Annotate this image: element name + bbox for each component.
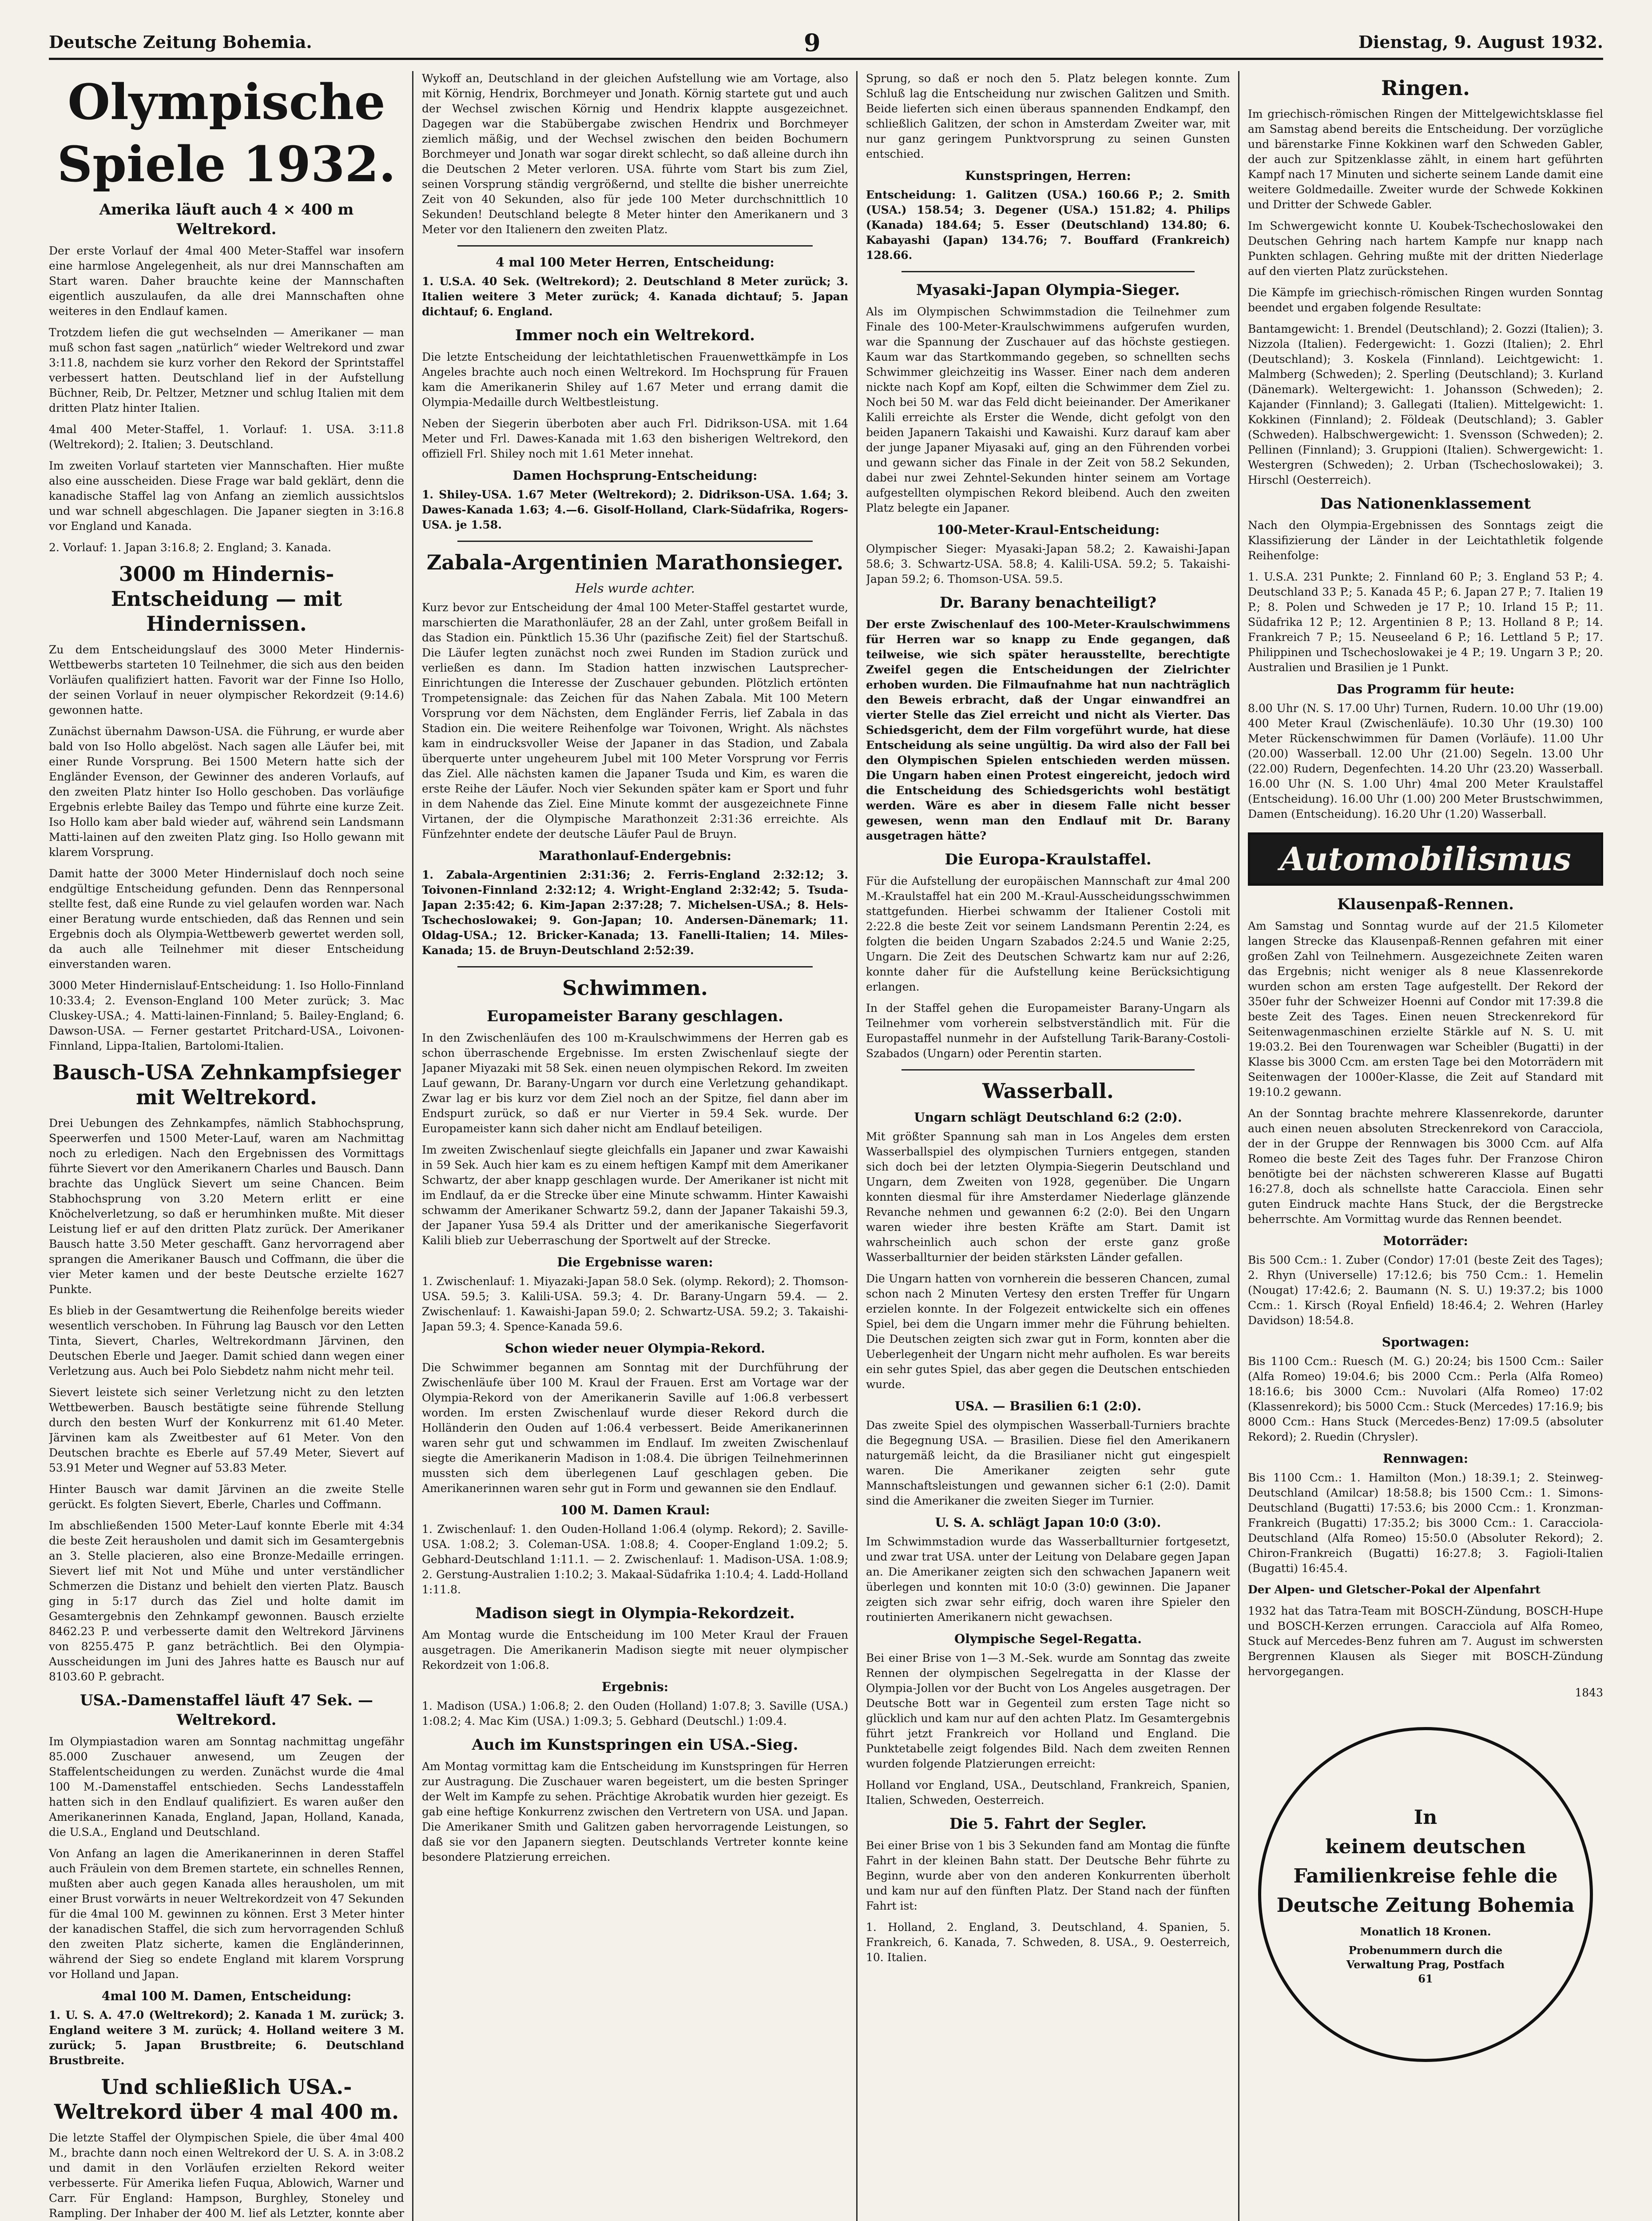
article-paragraph: Am Montag wurde die Entscheidung im 100 Meter Kraul der Frauen ausgetragen. Die Amerikanerin Madison siegte mit neuer olympischer Rekordzeit von 1:06.8. <box>422 1628 848 1672</box>
ad-address: Probenummern durch die Verwaltung Prag, Postfach 61 <box>1346 1944 1505 1985</box>
article-paragraph: Im griechisch-römischen Ringen der Mittelgewichtsklasse fiel am Samstag abend bereits die Entscheidung. Der vorzügliche und bärenstarke Finne Kokkinen warf den Schweden Gabler, der auch zur Spitzenklasse zählt, in einem hart geführten Kampf nach 17 Minuten und sicherte seinem Lande damit eine weitere Goldmedaille. Zweiter wurde der Schwede Kokkinen und Dritter der Schwede Gabler. <box>1248 107 1603 211</box>
article-paragraph: Für die Aufstellung der europäischen Mannschaft zur 4mal 200 M.-Kraulstaffel hat ein 200 M.-Kraul-Ausscheidungsschwimmen stattgefunden. Hierbei schwamm der Italiener Costoli mit 2:22.8 die beste Zeit vor seinem Landsmann Perentin 2:24, es folgten die beiden Ungarn Szabados 2:24.5 und Wanie 2:25, Ungarn. Die Zeit des Deutschen Schwartz kam nur auf 2:26, konnte daher für die Aufstellung keine Berücksichtigung erlangen. <box>866 875 1230 993</box>
result-line: 1. U.S.A. 231 Punkte; 2. Finnland 60 P.; 3. England 53 P.; 4. Deutschland 33 P.; 5. Kanada 45 P.; 6. Japan 27 P.; 7. Italien 19 P.; 8. Polen und Schweden je 17 P.; 10. Irland 15 P.; 11. Südafrika 12 P.; 12. Argentinien 8 P.; 13. Holland 8 P.; 14. Frankreich 7 P.; 15. Neuseeland 6 P.; 16. Lettland 5 P.; 17. Philippinen und Tschechoslowakei je 4 P.; 19. Ungarn 3 P.; 20. Australien und Brasilien je 1 Punkt. <box>1248 570 1603 674</box>
article-paragraph: Im zweiten Zwischenlauf siegte gleichfalls ein Japaner und zwar Kawaishi in 59 Sek. Auch hier kam es zu einem heftigen Kampf mit dem Amerikaner Schwartz, der aber knapp geschlagen wurde. Der Amerikaner ist nicht mit im Endlauf, da er die Strecke über eine Minute schwamm. Hinter Kawaishi schwamm der Amerikaner Schwartz 59.2, dann der Japaner Takaishi 59.3, der Japaner Yusa 59.4 als Dritter und der amerikanische Siegerfavorit Kalili blieb zur Ueberraschung der Sportwelt auf der Strecke. <box>422 1143 848 1247</box>
article-paragraph: Der erste Vorlauf der 4mal 400 Meter-Staffel war insofern eine harmlose Angelegenheit, als nur drei Mannschaften am Start waren. Daher brauchte keine der Mannschaften eigentlich auszulaufen, da alle drei Mannschaften ohne weiteres in den Endlauf kamen. <box>49 244 404 318</box>
article-paragraph: Am Montag vormittag kam die Entscheidung im Kunstspringen für Herren zur Austragung. Die Zuschauer waren begeistert, um die besten Springer der Welt im Kampfe zu sehen. Prächtige Akrobatik wurden hier gezeigt. Es gab eine heftige Konkurrenz zwischen den Vertretern von USA. und Japan. Die Amerikaner Smith und Galitzen gaben hervorragende Leistungen, so daß sie vor den Japanern siegten. Deutschlands Vertreter konnte keine besondere Platzierung erreichen. <box>422 1760 848 1863</box>
result-line: 1. U.S.A. 40 Sek. (Weltrekord); 2. Deutschland 8 Meter zurück; 3. Italien weitere 3 Meter zurück; 4. Kanada dichtauf; 5. Japan dichtauf; 6. England. <box>422 275 848 318</box>
result-line: Bantamgewicht: 1. Brendel (Deutschland); 2. Gozzi (Italien); 3. Nizzola (Italien). Federgewicht: 1. Gozzi (Italien); 2. Ehrl (Deutschland); 3. Koskela (Finnland). Leichtgewicht: 1. Malmberg (Schweden); 2. Sperling (Deutschland); 3. Kurland (Dänemark). Weltergewicht: 1. Johansson (Schweden); 2. Kajander (Finnland); 3. Gallegati (Italien). Mittelgewicht: 1. Kokkinen (Finnland); 2. Földeak (Deutschland); 3. Gabler (Schweden). Halbschwergewicht: 1. Svensson (Schweden); 2. Pellinen (Finnland); 3. Gruppioni (Italien). Schwergewicht: 1. Westergren (Schweden); 2. Urban (Tschechoslowakei); 3. Hirschl (Oesterreich). <box>1248 322 1603 486</box>
article-heading: Dr. Barany benachteiligt? <box>939 594 1157 612</box>
section-heading: Ringen. <box>1381 76 1470 100</box>
article-paragraph: Die letzte Staffel der Olympischen Spiele, die über 4mal 400 M., brachte dann noch einen Weltrekord der U. S. A. in 3:08.2 und damit in den Vorläufen erzielten Rekord weiter verbesserte. Für Amerika liefen Fuqua, Ablowich, Warner und Carr. Für England: Hampson, Burghley, Stoneley und Rampling. Der Inhaber der 400 M. lief als Letzter, konnte aber <box>49 2131 404 2220</box>
article-paragraph: Die letzte Entscheidung der leichtathletischen Frauenwettkämpfe in Los Angeles brachte auch noch einen Weltrekord. Im Hochsprung für Frauen kam die Amerikanerin Shiley auf 1.67 Meter und errang damit die Olympia-Medaille durch Weltbestleistung. <box>422 350 848 409</box>
date-line: Dienstag, 9. August 1932. <box>1358 32 1603 52</box>
result-heading: Damen Hochsprung-Entscheidung: <box>512 468 758 483</box>
divider <box>901 1069 1195 1071</box>
article-paragraph: Der erste Zwischenlauf des 100-Meter-Kraulschwimmens für Herren war so knapp zu Ende gegangen, daß teilweise, wie sich später herausstellte, berechtigte Zweifel gegen die Entscheidungen der Zielrichter erhoben wurden. Die Filmaufnahme hat nun nachträglich den Beweis erbracht, daß der Ungar einwandfrei an vierter Stelle das Ziel erreicht und nicht als Vierter. Das Schiedsgericht, dem der Film vorgeführt wurde, hat diese Entscheidung als seine ungültig. Da wird also der Fall bei den Olympischen Spielen entschieden werden müssen. Die Ungarn haben einen Protest eingereicht, jedoch wird die Entscheidung des Schiedsgerichts wohl bestätigt werden. Wäre es aber in diesem Falle nicht besser gewesen, wenn man den Endlauf mit Dr. Barany ausgetragen hätte? <box>866 618 1230 842</box>
column-rule <box>856 71 858 2221</box>
ad-price: Monatlich 18 Kronen. <box>1360 1925 1491 1938</box>
article-paragraph: Es blieb in der Gesamtwertung die Reihenfolge bereits wieder wesentlich verschoben. In Führung lag Bausch vor den Letten Tinta, Sievert, Charles, Weltrekordmann Järvinen, den Deutschen Eberle und Jaeger. Damit schied dann wegen einer Verletzung aus. Auch bei Polo Siebdetz nahm nicht mehr teil. <box>49 1304 404 1377</box>
article-paragraph: Hinter Bausch war damit Järvinen an die zweite Stelle gerückt. Es folgten Sievert, Eberle, Charles und Coffmann. <box>49 1483 404 1511</box>
article-heading: Amerika läuft auch 4 × 400 m Weltrekord. <box>99 201 354 238</box>
article-paragraph: Kurz bevor zur Entscheidung der 4mal 100 Meter-Staffel gestartet wurde, marschierten die Marathonläufer, 28 an der Zahl, unter großem Beifall in das Stadion ein. Pünktlich 15.36 Uhr (pazifische Zeit) fiel der Startschuß. Die Läufer legten zunächst noch zwei Runden im Stadion zurück und verließen es dann. Im Stadion hatten inzwischen Lautsprecher-Einrichtungen die Interesse der Zuschauer gebunden. Plötzlich ertönten Trompetensignale: das Zeichen für das Nahen Zabala. Mit 100 Metern Vorsprung vor dem Nächsten, dem Engländer Ferris, lief Zabala in das Stadion ein. Die weitere Reihenfolge war Toivonen, Wright. Als nächstes kam in eindrucksvoller Weise der Japaner in das Stadion, und Zabala überquerte unter ungeheurem Jubel mit 100 Meter Vorsprung vor Ferris das Ziel. Alle nächsten kamen die Japaner Tsuda und Kim, es waren die erste Reihe der Läufer. Noch vier Sekunden später kam er Sport und fuhr in dem Nahende das Ziel. Eine Minute kommt der ausgezeichnete Finne Virtanen, der die Olympische Marathonzeit 2:31:36 erreichte. Als Fünfzehnter endete der deutsche Läufer Paul de Bruyn. <box>422 601 848 840</box>
article-heading: Madison siegt in Olympia-Rekordzeit. <box>475 1604 795 1622</box>
article-heading: Olympische Segel-Regatta. <box>954 1632 1142 1646</box>
article-paragraph: Bei einer Brise von 1 bis 3 Sekunden fand am Montag die fünfte Fahrt in der kleinen Bahn statt. Der Deutsche Behr führte zu Beginn, wurde aber von den anderen Konkurrenten überholt und kam nur auf den fünften Platz. Der Stand nach der fünften Fahrt ist: <box>866 1839 1230 1912</box>
result-line: 1. Zwischenlauf: 1. den Ouden-Holland 1:06.4 (olymp. Rekord); 2. Saville-USA. 1:08.2; 3. Coleman-USA. 1:08.8; 4. Cooper-England 1:09.2; 5. Gebhard-Deutschland 1:11.1. — 2. Zwischenlauf: 1. Madison-USA. 1:08.9; 2. Gerstung-Australien 1:10.2; 3. Makaal-Südafrika 1:10.4; 4. Ladd-Holland 1:11.8. <box>422 1523 848 1596</box>
article-heading: Bausch-USA Zehnkampfsieger mit Weltrekord. <box>52 1060 401 1109</box>
article-heading: USA. — Brasilien 6:1 (2:0). <box>954 1399 1142 1413</box>
page-number: 9 <box>804 28 821 57</box>
column-rule <box>412 71 413 2221</box>
article-heading: Klausenpaß-Rennen. <box>1337 896 1514 913</box>
result-heading: Die Ergebnisse waren: <box>557 1255 713 1270</box>
article-paragraph: 1932 hat das Tatra-Team mit BOSCH-Zündung, BOSCH-Hupe und BOSCH-Kerzen errungen. Caracciola auf Alfa Romeo, Stuck auf Mercedes-Benz fuhren am 7. August im schwersten Bergrennen Klausen als Sieger mit BOSCH-Zündung hervorgegangen. <box>1248 1604 1603 1678</box>
section-heading: Schwimmen. <box>562 976 708 1000</box>
article-heading: Auch im Kunstspringen ein USA.-Sieg. <box>472 1736 798 1754</box>
article-paragraph: Als im Olympischen Schwimmstadion die Teilnehmer zum Finale des 100-Meter-Kraulschwimmens aufgerufen wurden, war die Spannung der Zuschauer auf das höchste gestiegen. Kaum war das Startkommando gegeben, so schnellten sechs Schwimmer gleichzeitig ins Wasser. Einer nach dem anderen nickte nach Kopf am Kopf, eilten die Schwimmer dem Ziel zu. Noch bei 50 M. war das Feld dicht beieinander. Der Amerikaner Kalili erreichte als Erster die Wende, dicht gefolgt von den beiden Japanern Takaishi und Kawaishi. Kurz darauf kam aber der junge Japaner Miyasaki auf, ging an den Führenden vorbei und gewann sicher das Finale in der Zeit von 58.2 Sekunden, dabei nur zwei Zehntel-Sekunden hinter seinem am Vortage aufgestellten olympischen Rekord bleibend. Auch den zweiten Platz belegte ein Japaner. <box>866 305 1230 514</box>
article-paragraph: Mit größter Spannung sah man in Los Angeles dem ersten Wasserballspiel des olympischen Turniers entgegen, standen sich doch bei der letzten Olympia-Siegerin Deutschland und Ungarn, dem Zweiten von 1928, gegenüber. Die Ungarn konnten diesmal für ihre Amsterdamer Niederlage glänzende Revanche nehmen und gewannen 6:2 (2:0). Bei den Ungarn waren wieder ihre besten Kräfte am Start. Damit ist wahrscheinlich auch schon der erste ganz große Wasserballturnier der beiden stärksten Länder gefallen. <box>866 1130 1230 1264</box>
result-heading: 100-Meter-Kraul-Entscheidung: <box>936 522 1160 537</box>
article-heading: Europameister Barany geschlagen. <box>487 1007 783 1025</box>
divider <box>457 966 813 967</box>
result-line: Entscheidung: 1. Galitzen (USA.) 160.66 P.; 2. Smith (USA.) 158.54; 3. Degener (USA.) 151.82; 4. Philips (Kanada) 184.64; 5. Esser (Deutschland) 134.80; 6. Kabayashi (Japan) 134.76; 7. Bouffard (Frankreich) 128.66. <box>866 188 1230 262</box>
ad-line: In <box>1414 1806 1438 1829</box>
column-2 <box>422 71 848 2221</box>
result-line: 1. Shiley-USA. 1.67 Meter (Weltrekord); 2. Didrikson-USA. 1.64; 3. Dawes-Kanada 1.63; 4.—6. Gisolf-Holland, Clark-Südafrika, Rogers-USA. je 1.58. <box>422 488 848 531</box>
article-subheading: Hels wurde achter. <box>575 581 695 596</box>
article-paragraph: Zunächst übernahm Dawson-USA. die Führung, er wurde aber bald von Iso Hollo abgelöst. Nach sagen alle Läufer bei, mit einer Runde Vorsprung. Bei 1500 Metern hatte sich der Engländer Evenson, der Gewinner des anderen Vorlaufs, auf den zweiten Platz hinter Iso Hollo geschoben. Das vorläufige Ergebnis erlebte Bailey das Tempo und führte eine kurze Zeit. Iso Hollo kam aber bald wieder auf, während sein Landsmann Matti-lainen auf den zweiten Platz ging. Iso Hollo gewann mit klarem Vorsprung. <box>49 725 404 859</box>
divider <box>901 271 1195 272</box>
article-paragraph: Das zweite Spiel des olympischen Wasserball-Turniers brachte die Begegnung USA. — Brasilien. Diese fiel den Amerikanern naturgemäß leicht, da die Brasilianer nicht gut eingespielt waren. Die Amerikaner zeigten sehr gute Mannschaftsleistungen und gewannen sicher 6:1 (2:0). Damit sind die Amerikaner die zweiten Sieger im Turnier. <box>866 1419 1230 1507</box>
article-paragraph: Nach den Olympia-Ergebnissen des Sonntags zeigt die Klassifizierung der Länder in der Leichtathletik folgende Reihenfolge: <box>1248 519 1603 562</box>
article-paragraph: Sievert leistete sich seiner Verletzung nicht zu den letzten Wettbewerben. Bausch bestätigte seine führende Stellung durch den besten Wurf der Konkurrenz mit 61.40 Meter. Järvinen kam als Zweitbester auf 61 Meter. Von den Deutschen brachte es Eberle auf 57.49 Meter, Sievert auf 53.91 Meter und Wegner auf 53.83 Meter. <box>49 1386 404 1474</box>
article-paragraph: Von Anfang an lagen die Amerikanerinnen in deren Staffel auch Fräulein von dem Bremen startete, ein schnelles Rennen, mußten aber auch gegen Kanada alles herausholen, um mit einer Brust vorwärts in neuer Weltrekordzeit von 47 Sekunden für die 4mal 100 M. gewinnen zu können. Erst 3 Meter hinter der kanadischen Staffel, die sich zum hervorragenden Schluß den zweiten Platz sicherte, kamen die Engländerinnen, während der Sieg so endete England mit klarem Vorsprung vor Holland und Japan. <box>49 1847 404 1981</box>
article-heading: U. S. A. schlägt Japan 10:0 (3:0). <box>935 1515 1161 1530</box>
result-heading: Sportwagen: <box>1382 1335 1469 1349</box>
article-heading: Myasaki-Japan Olympia-Sieger. <box>916 281 1180 299</box>
result-line: 1. Holland, 2. England, 3. Deutschland, 4. Spanien, 5. Frankreich, 6. Kanada, 7. Schweden, 8. USA., 9. Oesterreich, 10. Italien. <box>866 1921 1230 1964</box>
result-line: 4mal 400 Meter-Staffel, 1. Vorlauf: 1. USA. 3:11.8 (Weltrekord); 2. Italien; 3. Deutschland. <box>49 423 404 451</box>
article-heading: Die 5. Fahrt der Segler. <box>949 1815 1147 1833</box>
subscription-advertisement <box>1258 1727 1593 2062</box>
column-4 <box>1248 71 1603 2221</box>
article-paragraph: Bei einer Brise von 1—3 M.-Sek. wurde am Sonntag das zweite Rennen der olympischen Segelregatta in der Klasse der Olympia-Jollen vor der Bucht von Los Angeles ausgetragen. Der Deutsche Bott war in Gegenteil zum ersten Tage nicht so glücklich und kam nur auf den achten Platz. Im Gesamtergebnis führt jetzt Frankreich vor Holland und England. Die Punktetabelle zeigt folgendes Bild. Nach dem zweiten Rennen wurden folgende Platzierungen erreicht: <box>866 1652 1230 1770</box>
result-line: 1. Zwischenlauf: 1. Miyazaki-Japan 58.0 Sek. (olymp. Rekord); 2. Thomson-USA. 59.5; 3. Kalili-USA. 59.3; 4. Dr. Barany-Ungarn 59.4. — 2. Zwischenlauf: 1. Kawaishi-Japan 59.0; 2. Schwartz-USA. 59.2; 3. Takaishi-Japan 59.3; 4. Spence-Kanada 59.6. <box>422 1275 848 1333</box>
divider <box>457 541 813 542</box>
result-line: 1. Madison (USA.) 1:06.8; 2. den Ouden (Holland) 1:07.8; 3. Saville (USA.) 1:08.2; 4. Mac Kim (USA.) 1:09.3; 5. Gebhard (Deutschl.) 1:09.4. <box>422 1700 848 1727</box>
ad-number: 1843 <box>1575 1686 1603 1699</box>
article-paragraph: Zu dem Entscheidungslauf des 3000 Meter Hindernis-Wettbewerbs starteten 10 Teilnehmer, die sich aus den beiden Vorläufen qualifiziert hatten. Favorit war der Finne Iso Hollo, der seinen Vorlauf in neuer olympischer Rekordzeit (9:14.6) gewonnen hatte. <box>49 643 404 716</box>
result-line: Bis 1100 Ccm.: Ruesch (M. G.) 20:24; bis 1500 Ccm.: Sailer (Alfa Romeo) 19:04.6; bis 2000 Ccm.: Perla (Alfa Romeo) 18:16.6; bis 3000 Ccm.: Nuvolari (Alfa Romeo) 17:02 (Klassenrekord); bis 5000 Ccm.: Stuck (Mercedes) 17:16.9; bis 8000 Ccm.: Hans Stuck (Mercedes-Benz) 17:09.5 (absoluter Rekord); 2. Ruedin (Chrysler). <box>1248 1355 1603 1443</box>
article-heading: Immer noch ein Weltrekord. <box>515 326 755 344</box>
article-paragraph: In der Staffel gehen die Europameister Barany-Ungarn als Teilnehmer vom vorherein selbstverständlich mit. Für die Europastaffel nunmehr in der Aufstellung Tarik-Barany-Costoli-Szabados (Ungarn) oder Perentin starten. <box>866 1002 1230 1060</box>
section-banner: Automobilismus <box>1248 832 1603 886</box>
column-1 <box>49 71 404 2221</box>
article-paragraph: Im abschließenden 1500 Meter-Lauf konnte Eberle mit 4:34 die beste Zeit herausholen und damit sich im Gesamtergebnis an 3. Stelle placieren, also eine Bronze-Medaille erringen. Sievert lief mit Not und Mühe und unter verständlicher Schmerzen die Distanz und behielt den vierten Platz. Bausch ging in 5:17 durch das Ziel und holte damit im Gesamtergebnis den Zehnkampf gewonnen. Bausch erzielte 8462.23 P. und verbesserte damit den Weltrekord Järvinens von 8255.475 P. ganz beträchtlich. Bei den Olympia-Ausscheidungen im Juni des Jahres hatte es Bausch nur auf 8103.60 P. gebracht. <box>49 1519 404 1683</box>
result-heading: 4 mal 100 Meter Herren, Entscheidung: <box>496 255 774 270</box>
article-heading: Die Europa-Kraulstaffel. <box>945 851 1152 868</box>
column-3 <box>866 71 1230 2221</box>
result-heading: Ergebnis: <box>601 1680 669 1694</box>
article-heading: 3000 m Hindernis-Entscheidung — mit Hindernissen. <box>111 562 342 636</box>
article-paragraph: Im zweiten Vorlauf starteten vier Mannschaften. Hier mußte also eine ausscheiden. Diese Frage war bald geklärt, denn die kanadische Staffel lag von Anfang an ziemlich aussichtslos und war schnell abgeschlagen. Die Japaner siegten in 3:16.8 vor England und Kanada. <box>49 459 404 533</box>
article-paragraph: Damit hatte der 3000 Meter Hindernislauf doch noch seine endgültige Entscheidung gefunden. Denn das Rennpersonal stellte fest, daß eine Runde zu viel gelaufen worden war. Nach einer Beratung wurde entschieden, daß das Rennen und sein Ergebnis doch als Olympia-Wettbewerb gewertet werden soll, da auch alle Teilnehmer mit dieser Entscheidung einverstanden waren. <box>49 867 404 971</box>
result-heading: Kunstspringen, Herren: <box>965 168 1131 183</box>
section-heading: Wasserball. <box>982 1079 1114 1103</box>
article-paragraph: Im Schwergewicht konnte U. Koubek-Tschechoslowakei den Deutschen Gehring nach hartem Kampfe nur knapp nach Punkten schlagen. Gehring mußte mit der dritten Niederlage auf den vierten Platz zurückstehen. <box>1248 219 1603 278</box>
article-heading: Das Programm für heute: <box>1336 682 1515 697</box>
result-heading: Motorräder: <box>1383 1234 1468 1248</box>
result-line: Olympischer Sieger: Myasaki-Japan 58.2; 2. Kawaishi-Japan 58.6; 3. Schwartz-USA. 58.8; 4. Kalili-USA. 59.2; 5. Takaishi-Japan 59.2; 6. Thomson-USA. 59.5. <box>866 542 1230 585</box>
result-line: 1. Zabala-Argentinien 2:31:36; 2. Ferris-England 2:32:12; 3. Toivonen-Finnland 2:32:12; 4. Wright-England 2:32:42; 5. Tsuda-Japan 2:35:42; 6. Kim-Japan 2:37:28; 7. Michelsen-USA.; 8. Hels-Tschechoslowakei; 9. Gon-Japan; 10. Andersen-Dänemark; 11. Oldag-USA.; 12. Bricker-Kanada; 13. Fanelli-Italien; 14. Miles-Kanada; 15. de Bruyn-Deutschland 2:52:39. <box>422 868 848 957</box>
article-heading: Das Nationenklassement <box>1320 495 1531 513</box>
result-heading: 100 M. Damen Kraul: <box>560 1503 710 1517</box>
article-paragraph: Der Alpen- und Gletscher-Pokal der Alpenfahrt <box>1248 1583 1541 1596</box>
running-header <box>49 27 1603 60</box>
article-paragraph: Am Samstag und Sonntag wurde auf der 21.5 Kilometer langen Strecke das Klausenpaß-Rennen gefahren mit einer großen Zahl von Teilnehmern. Ausgezeichnete Zeiten waren das Ergebnis; nicht weniger als 8 neue Klassenrekorde wurden schon am ersten Tage aufgestellt. Der Rekord der 350er fuhr der Schweizer Hoenni auf Condor mit 17:39.8 die beste Zeit des Tages. Einen neuen Streckenrekord für Seitenwagenmaschinen erzielte Stärkle auf N. S. U. mit 19:03.2. Bei den Tourenwagen war Scheibler (Bugatti) in der Klasse bis 3000 Ccm. am ersten Tage bei den Motorrädern mit Seitenwagen der 1000er-Klasse, die Zeit auf Standard mit 19:10.2 gewann. <box>1248 919 1603 1099</box>
newspaper-page <box>49 27 1603 2221</box>
article-paragraph: Die Ungarn hatten von vornherein die besseren Chancen, zumal schon nach 2 Minuten Vertesy den ersten Treffer für Ungarn erzielen konnte. In der Folgezeit entwickelte sich ein offenes Spiel, bei dem die Ungarn immer mehr die Führung behielten. Die Deutschen zeigten sich zwar gut in Form, konnten aber die Ueberlegenheit der Ungarn nicht mehr aufholen. Es war bereits ein sehr gutes Spiel, das aber gegen die Deutschen entschieden wurde. <box>866 1272 1230 1391</box>
result-heading: Rennwagen: <box>1382 1451 1469 1466</box>
divider <box>457 245 813 247</box>
article-heading: Und schließlich USA.-Weltrekord über 4 mal 400 m. <box>54 2075 399 2124</box>
article-heading: Zabala-Argentinien Marathonsieger. <box>426 550 844 574</box>
result-line: 1. U. S. A. 47.0 (Weltrekord); 2. Kanada 1 M. zurück; 3. England weitere 3 M. zurück; 4. Holland weitere 3 M. zurück; 5. Japan Brustbreite; 6. Deutschland Brustbreite. <box>49 2009 404 2067</box>
article-paragraph: Wykoff an, Deutschland in der gleichen Aufstellung wie am Vortage, also mit Körnig, Hendrix, Borchmeyer und Jonath. Körnig startete gut und auch der Wechsel zwischen Körnig und Hendrix klappte ausgezeichnet. Dagegen war die Stabübergabe zwischen Hendrix und Borchmeyer ziemlich mäßig, und der Wechsel zwischen den beiden Bochumern Borchmeyer und Jonath war sogar direkt schlecht, so daß alleine durch ihn die Deutschen 2 Meter verloren. USA. führte vom Start bis zum Ziel, seinen Vorsprung ständig vergrößernd, und stellte die bisher unerreichte Zeit von 40 Sekunden, also für jede 100 Meter durchschnittlich 10 Sekunden! Deutschland belegte 8 Meter hinter den Amerikanern und 3 Meter vor den Italienern den zweiten Platz. <box>422 72 848 236</box>
article-paragraph: Neben der Siegerin überboten aber auch Frl. Didrikson-USA. mit 1.64 Meter und Frl. Dawes-Kanada mit 1.63 den bisherigen Weltrekord, den offiziell Frl. Shiley noch mit 1.61 Meter innehat. <box>422 417 848 460</box>
article-paragraph: Im Olympiastadion waren am Sonntag nachmittag ungefähr 85.000 Zuschauer anwesend, um Zeugen der Staffelentscheidungen zu werden. Zunächst wurde die 4mal 100 M.-Damenstaffel entschieden. Sechs Landesstaffeln hatten sich in den Endlauf qualifiziert. Es waren außer den Amerikanerinnen Kanada, England, Japan, Holland, Kanada, die U.S.A., England und Deutschland. <box>49 1735 404 1839</box>
masthead-left: Deutsche Zeitung Bohemia. <box>49 32 312 52</box>
article-paragraph: Die Schwimmer begannen am Sonntag mit der Durchführung der Zwischenläufe über 100 M. Kraul der Frauen. Erst am Vortage war der Olympia-Rekord von der Amerikanerin Saville auf 1:06.8 verbessert worden. Im ersten Zwischenlauf wurde dieser Rekord durch die Holländerin den Ouden auf 1:06.4 verbessert. Beide Amerikanerinnen waren sehr gut und schwammen im Endlauf. Im zweiten Zwischenlauf siegte die Amerikanerin Madison in 1:08.4. Die übrigen Teilnehmerinnen mussten sich dem überlegenen Lauf geschlagen geben. Die Amerikanerinnen waren sehr gut in Form und gewannen sie den Endlauf. <box>422 1361 848 1495</box>
result-line: Bis 1100 Ccm.: 1. Hamilton (Mon.) 18:39.1; 2. Steinweg-Deutschland (Amilcar) 18:58.8; bis 1500 Ccm.: 1. Simons-Deutschland (Bugatti) 17:53.6; bis 2000 Ccm.: 1. Kronzman-Frankreich (Bugatti) 17:35.2; bis 3000 Ccm.: 1. Caracciola-Deutschland (Alfa Romeo) 15:50.0 (Absoluter Rekord); 2. Chiron-Frankreich (Bugatti) 16:27.8; 3. Fagioli-Italien (Bugatti) 16:45.4. <box>1248 1471 1603 1575</box>
article-paragraph: Die Kämpfe im griechisch-römischen Ringen wurden Sonntag beendet und ergaben folgende Resultate: <box>1248 286 1603 314</box>
article-paragraph: Im Schwimmstadion wurde das Wasserballturnier fortgesetzt, und zwar trat USA. unter der Leitung von Delabare gegen Japan an. Die Amerikaner zeigten sich den schwachen Japanern weit überlegen und konnten mit 10:0 (3:0) gewinnen. Die Japaner zeigten sich zwar sehr eifrig, doch waren ihre Spieler den routinierten Amerikanern nicht gewachsen. <box>866 1535 1230 1624</box>
ad-line: Deutsche Zeitung Bohemia <box>1276 1894 1575 1917</box>
result-line: 2. Vorlauf: 1. Japan 3:16.8; 2. England; 3. Kanada. <box>49 541 331 554</box>
column-rule <box>1238 71 1239 2221</box>
result-line: Holland vor England, USA., Deutschland, Frankreich, Spanien, Italien, Schweden, Oesterreich. <box>866 1779 1230 1807</box>
result-heading: 4mal 100 M. Damen, Entscheidung: <box>101 1989 352 2003</box>
result-line: 3000 Meter Hindernislauf-Entscheidung: 1. Iso Hollo-Finnland 10:33.4; 2. Evenson-England 100 Meter zurück; 3. Mac Cluskey-USA.; 4. Matti-lainen-Finnland; 5. Bailey-England; 6. Dawson-USA. — Ferner gestartet Pritchard-USA., Loivonen-Finnland, Lippa-Italien, Bartolomi-Italien. <box>49 979 404 1052</box>
ad-line: Familienkreise fehle die <box>1293 1865 1558 1887</box>
article-heading: Ungarn schlägt Deutschland 6:2 (2:0). <box>914 1110 1182 1125</box>
article-paragraph: In den Zwischenläufen des 100 m-Kraulschwimmens der Herren gab es schon überraschende Ergebnisse. Im ersten Zwischenlauf siegte der Japaner Miyazaki mit 58 Sek. einen neuen olympischen Rekord. Im zweiten Lauf gewann, Dr. Barany-Ungarn vor durch eine Verletzung gehandikapt. Zwar lag er bis kurz vor dem Ziel noch an der Spitze, fiel dann aber im Endspurt zurück, so daß er nur Vierter in 59.4 Sek. wurde. Der Europameister kann sich daher nicht am Endlauf beteiligen. <box>422 1031 848 1135</box>
article-paragraph: An der Sonntag brachte mehrere Klassenrekorde, darunter auch einen neuen absoluten Streckenrekord von Caracciola, der in der Gruppe der Rennwagen bis 3000 Ccm. auf Alfa Romeo die beste Zeit des Tages fuhr. Der Franzose Chiron benötigte bei der nächsten schwereren Klasse auf Bugatti 16:27.8, doch als schnellste hatte Caracciola. Einen sehr guten Eindruck machte Hans Stuck, der die Bergstrecke beherrschte. Am Vormittag wurde das Rennen beendet. <box>1248 1107 1603 1226</box>
result-heading: Marathonlauf-Endergebnis: <box>538 848 732 863</box>
article-heading: USA.-Damenstaffel läuft 47 Sek. — Weltrekord. <box>80 1692 373 1729</box>
main-title: Olympische Spiele 1932. <box>57 73 396 193</box>
article-paragraph: Drei Uebungen des Zehnkampfes, nämlich Stabhochsprung, Speerwerfen und 1500 Meter-Lauf, waren am Nachmittag noch zu erledigen. Nach den Ergebnissen des Vormittags führte Sievert vor den Amerikanern Charles und Bausch. Dann brachte das Unglück Sievert um seine Chancen. Beim Stabhochsprung von 3.20 Metern erlitt er eine Knöchelverletzung, so daß er herumhinken mußte. Mit dieser Leistung lief er auf den dritten Platz zurück. Der Amerikaner Bausch hatte 3.50 Meter geschafft. Ganz hervorragend aber sprangen die Amerikaner Bausch und Coffmann, die über die vier Meter kamen und der beste Deutsche erzielte 1627 Punkte. <box>49 1117 404 1296</box>
result-line: Bis 500 Ccm.: 1. Zuber (Condor) 17:01 (beste Zeit des Tages); 2. Rhyn (Universelle) 17:12.6; bis 750 Ccm.: 1. Hemelin (Nougat) 17:42.6; 2. Baumann (N. S. U.) 19:37.2; bis 1000 Ccm.: 1. Kirsch (Royal Enfield) 18:46.4; 2. Wehren (Harley Davidson) 18:54.8. <box>1248 1254 1603 1327</box>
article-paragraph: 8.00 Uhr (N. S. 17.00 Uhr) Turnen, Rudern. 10.00 Uhr (19.00) 400 Meter Kraul (Zwischenläufe). 10.30 Uhr (19.30) 100 Meter Rückenschwimmen für Damen (Vorläufe). 11.00 Uhr (20.00) Wasserball. 12.00 Uhr (21.00) Segeln. 13.00 Uhr (22.00) Rudern, Degenfechten. 14.20 Uhr (23.20) Wasserball. 16.00 Uhr (N. S. 1.00 Uhr) 4mal 200 Meter Kraulstaffel (Entscheidung). 16.00 Uhr (1.00) 200 Meter Brustschwimmen, Damen (Entscheidung). 16.20 Uhr (1.20) Wasserball. <box>1248 702 1603 820</box>
article-paragraph: Trotzdem liefen die gut wechselnden — Amerikaner — man muß schon fast sagen „natürlich“ wieder Weltrekord und zwar 3:11.8, nachdem sie kurz vorher den Rekord der Sprintstaffel verbessert hatten. Deutschland lief in der Aufstellung Büchner, Reib, Dr. Peltzer, Metzner und schlug Italien mit dem dritten Platz hinter Italien. <box>49 326 404 414</box>
ad-line: keinem deutschen <box>1325 1835 1526 1858</box>
article-heading: Schon wieder neuer Olympia-Rekord. <box>505 1341 765 1356</box>
article-paragraph: Sprung, so daß er noch den 5. Platz belegen konnte. Zum Schluß lag die Entscheidung nur zwischen Galitzen und Smith. Beide lieferten sich einen überaus spannenden Endkampf, den schließlich Galitzen, der schon in Amsterdam Zweiter war, mit nur ganz geringem Punktvorsprung zu seinen Gunsten entschied. <box>866 72 1230 160</box>
